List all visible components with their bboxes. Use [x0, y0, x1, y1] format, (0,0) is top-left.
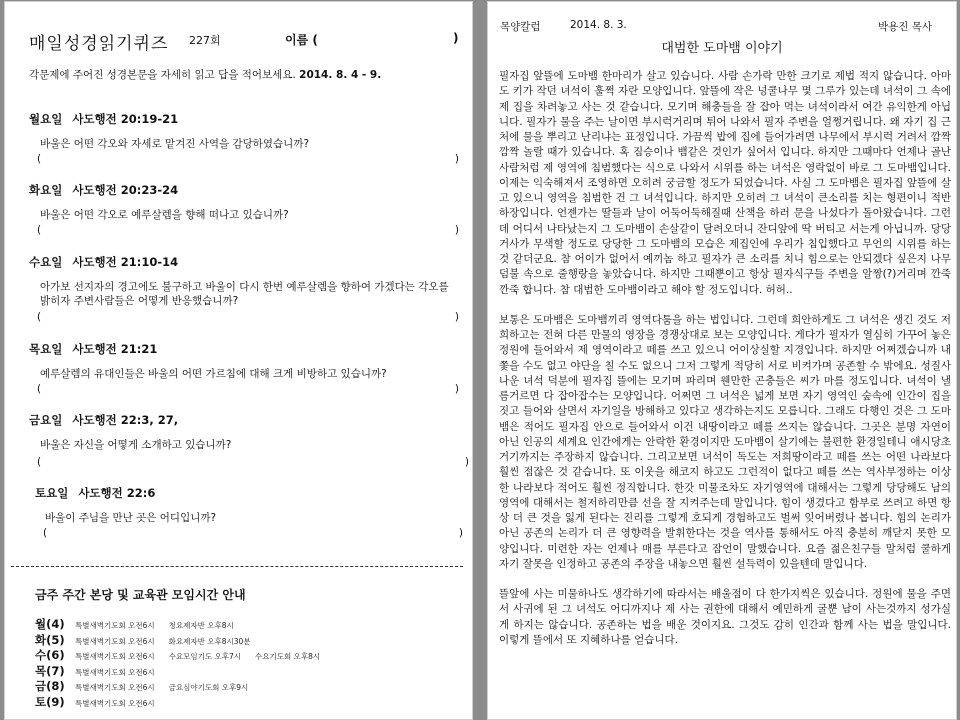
column-meta — [500, 19, 950, 33]
answer-open: ( — [37, 224, 42, 236]
passage-ref: 사도행전 22:3, 27, — [72, 413, 179, 427]
schedule-item: 특별새벽기도회 오전6시 — [75, 652, 155, 661]
schedule-item: 특별새벽기도회 오전6시 — [75, 636, 155, 646]
day-label: 토요일 — [35, 486, 69, 500]
day-heading — [35, 485, 155, 501]
column-author: 박용진 목사 — [877, 21, 932, 33]
schedule-day: 월(4) — [35, 617, 65, 631]
question-text: 바울이 주님을 만난 곳은 어디입니까? — [45, 512, 217, 524]
quiz-title: 매일성경읽기퀴즈 — [29, 34, 169, 54]
schedule-day: 화(5) — [35, 632, 65, 647]
answer-open: ( — [43, 527, 48, 539]
answer-close: ) — [454, 311, 459, 323]
schedule-item: 특별새벽기도회 오전6시 — [75, 621, 155, 630]
section-divider — [11, 566, 463, 567]
schedule-item: 특별새벽기도회 오전6시 — [75, 667, 155, 677]
quiz-instruction — [29, 67, 381, 82]
day-label: 금요일 — [29, 413, 63, 427]
instruction-dates: 2014. 8. 4 - 9. — [299, 69, 382, 81]
passage-ref: 사도행전 20:23-24 — [72, 183, 179, 197]
schedule-row — [35, 694, 455, 710]
schedule-list — [35, 616, 455, 709]
day-heading — [29, 341, 157, 357]
name-field-close: ) — [453, 31, 459, 45]
answer-close: ) — [454, 153, 459, 165]
schedule-row — [35, 663, 455, 679]
day-heading — [29, 412, 178, 428]
column-title: 대범한 도마뱀 이야기 — [661, 41, 783, 56]
column-paragraph: 뜰앞에 사는 미물하나도 생각하기에 따라서는 배울점이 다 한가지씩은 있습니다. 정원에 물을 주면서 사귀에 된 그 녀석도 어디까지나 제 사는 권한에 대해서 예민하게 굴뿐 남이 사는것까지 성가실게 하지는 않습니다. 공존하는 법을 배운 것이지요. 그것도 감히 인간과 함께 사는 법을 말입니다. 이렇게 뜰에서 또 지혜하나를 얻습니다. — [499, 588, 951, 646]
day-heading — [29, 254, 178, 270]
passage-ref: 사도행전 21:21 — [72, 342, 158, 356]
day-label: 화요일 — [29, 183, 63, 197]
answer-close: ) — [454, 224, 459, 236]
question-text: 바울은 어떤 각오와 자세로 맡겨진 사역을 감당하였습니까? — [40, 138, 310, 150]
day-label: 목요일 — [29, 342, 63, 356]
column-date: 2014. 8. 3. — [570, 19, 627, 31]
answer-open: ( — [37, 311, 42, 323]
schedule-item: 청요제자반 오후8시 — [168, 621, 234, 630]
answer-line[interactable] — [37, 311, 469, 325]
question-text: 예루살렘의 유대인들은 바울의 어떤 가르침에 대해 크게 비방하고 있습니까? — [40, 368, 387, 380]
question-text: 바울은 자신을 어떻게 소개하고 있습니까? — [40, 439, 232, 451]
column-paragraph: 필자집 앞뜰에 도마뱀 한마리가 살고 있습니다. 사람 손가락 만한 크기로 제법 적지 않습니다. 아마도 키가 작던 녀석이 훌쩍 자란 모양입니다. 앞뜰에 작은 넝쿨나무 몇 그루가 있는데 녀석이 그 속에 제 집을 차려놓고 사는 것 같습니다. 모기며 해충들을 잘 잡아 먹는 녀석이라서 여간 유익한게 아닙니다. 필자가 물을 주는 날이면 부시럭거리며 튀어 나와서 필자 주변을 얼쩡거립니다. 왜 자기 집 근처에 물을 뿌리고 난리냐는 표정입니다. 가끔씩 밥에 집에 들어가려면 나무에서 부시럭 거려서 깜짝 깜짝 놀랄 때가 있습니다. 혹 짐승이나 뱀같은 것인가 싶어서 입니다. 하지만 그때마다 언제나 골난사람처럼 제 영역에 침범했다는 식으로 나와서 시위를 하는 녀석은 영락없이 바로 그 도마뱀입니다. 이제는 익숙해져서 조영하면 오히려 궁금할 정도가 되었습니다. 사실 그 도마뱀은 필자집 앞뜰에 살고 있으니 영역을 침범한 건 그 녀석입니다. 하지만 오히려 그 녀석이 큰소리를 치는 형편이니 적반하장입니다. 언젠가는 딸들과 날이 어둑어둑해질때 산책을 하러 문을 나섰다가 돌아왔습니다. 그런데 어디서 나타났는지 그 도마뱀이 손살같이 달려오더니 잔디앞에 딱 버티고 서는게 아닙니까. 당당거사가 무색할 정도로 당당한 그 도마뱀의 모습은 제집인에 우리가 침입했다고 무언의 시위를 하는 것 같더군요. 참 어이가 없어서 예끼놈 하고 필자가 큰 소리를 치니 힘으로는 안되겠다 싶은지 나무덤불 속으로 줄행랑을 놓았습니다. 하지만 그때뿐이고 항상 필자식구들 주변을 알짱(?)거리며 깐죽깐죽 합니다. 참 대범한 도마뱀이라고 해야 할 정도입니다. 허허.. — [499, 70, 951, 296]
schedule-item: 특별새벽기도회 오전6시 — [75, 683, 155, 692]
schedule-row — [35, 616, 455, 632]
column-page — [487, 1, 957, 720]
quiz-episode: 227회 — [189, 34, 221, 47]
answer-close: ) — [454, 383, 459, 395]
answer-open: ( — [37, 153, 42, 165]
answer-line[interactable] — [37, 153, 469, 167]
answer-line[interactable] — [43, 527, 463, 541]
passage-ref: 사도행전 21:10-14 — [72, 255, 179, 269]
schedule-item: 수요기도회 오후8시 — [254, 652, 321, 661]
schedule-item: 특별새벽기도회 오전6시 — [75, 698, 155, 708]
answer-line[interactable] — [37, 224, 469, 238]
quiz-header — [29, 29, 469, 54]
day-heading — [29, 182, 178, 198]
answer-close: ) — [464, 456, 469, 468]
day-label: 월요일 — [29, 112, 63, 126]
column-label: 목양칼럼 — [500, 21, 541, 33]
schedule-item: 화요제자반 오후8시30분 — [168, 636, 251, 646]
answer-line[interactable] — [37, 456, 469, 470]
answer-open: ( — [37, 456, 42, 468]
schedule-day: 목(7) — [35, 663, 65, 678]
day-heading — [29, 111, 178, 127]
question-text: 바울은 어떤 각오로 예루살렘을 향해 떠나고 있습니까? — [40, 209, 289, 221]
schedule-item: 수요모임기도 오후7시 — [168, 652, 241, 661]
schedule-row — [35, 647, 455, 663]
instruction-text: 각문제에 주어진 성경본문을 자세히 읽고 답을 적어보세요. — [29, 69, 300, 81]
answer-close: ) — [458, 527, 463, 539]
schedule-title: 금주 주간 본당 및 교육관 모임시간 안내 — [35, 588, 246, 602]
quiz-page — [4, 1, 473, 720]
column-paragraph: 보통은 도마뱀은 도마뱀끼리 영역다툼을 하는 법입니다. 그런데 희안하게도 그 녀석은 생긴 것도 저희하고는 전혀 다른 만물의 영장을 경쟁상대로 보는 모양입니다. 게다가 필자가 열심히 가꾸어 놓은 정원에 들어와서 제 영역이라고 떼를 쓰고 있으니 어이상실할 지경입니다. 하지만 어쩌겠습니까 내 쫓을 수도 없고 야단을 칠 수도 없으니 그저 그렇게 적당히 서로 비켜가며 공존할 수 밖에요. 성질사나운 녀석 덕분에 필자집 뜰에는 모기며 파리며 웬만한 곤충들은 씨가 마를 정도입니다. 녀석이 낼름거르면 다 잡아잡수는 모양입니다. 어쩌면 그 녀석은 넓게 보면 자기 영역인 숲속에 인간이 집을 짓고 들어와 살면서 자기일을 방해하고 있다고 생각하는지도 모릅니다. 그래도 다행인 것은 그 도마뱀은 적어도 필자집 안으로 들어와서 이건 내땅이라고 떼를 쓰지는 않습니다. 그곳은 분명 자연이 아닌 인공의 세계요 인간에게는 안락한 환경이지만 도마뱀이 살기에는 불편한 환경일테니 애시당초 거기까지는 주장하지 않습니다. 그리고보면 녀석이 독도는 저희땅이라고 떼를 쓰는 어떤 나라보다 훨씬 점잖은 것 같습니다. 또 이웃을 해코지 하고도 그런적이 없다고 떼를 쓰는 역사부정하는 이상한 나라보다 적어도 훨씬 정직합니다. 한갓 미물조차도 자기영역에 대해서는 그렇게 당당해도 남의 영역에 대해서는 철저하리만큼 선을 잘 지켜주는데 말입니다. 힘이 생겼다고 함부로 쓰려고 하면 항상 더 큰 것을 잃게 된다는 진리를 그렇게 호되게 경험하고도 벌써 잊어버렸나 봅니다. 힘의 논리가 아닌 공존의 논리가 더 큰 영향력을 발휘한다는 것을 역사를 통해서도 아직 충분히 깨닫지 못한 모양입니다. 미련한 자는 언제나 매를 부른다고 잠언이 말했습니다. 요즘 젊은친구들 말처럼 쿨하게 자기 잘못을 인정하고 공존의 주장을 내놓으면 훨씬 설득력이 있을텐데 말입니다. — [499, 313, 951, 570]
passage-ref: 사도행전 20:19-21 — [72, 112, 179, 126]
column-body — [499, 69, 951, 663]
schedule-day: 토(9) — [35, 694, 65, 709]
schedule-row — [35, 632, 455, 648]
passage-ref: 사도행전 22:6 — [78, 486, 156, 500]
name-field-label: 이름 ( — [285, 33, 318, 47]
schedule-item: 금요심야기도회 오후9시 — [168, 683, 249, 692]
schedule-day: 금(8) — [35, 679, 65, 693]
question-text: 아가보 선지자의 경고에도 불구하고 바울이 다시 한번 예루살렘을 향하여 가겠다는 각오를 밝히자 주변사람들은 어떻게 반응했습니까? — [40, 281, 449, 307]
answer-open: ( — [37, 383, 42, 395]
schedule-day: 수(6) — [35, 648, 65, 662]
day-label: 수요일 — [29, 255, 63, 269]
schedule-row — [35, 678, 455, 694]
answer-line[interactable] — [37, 383, 469, 397]
